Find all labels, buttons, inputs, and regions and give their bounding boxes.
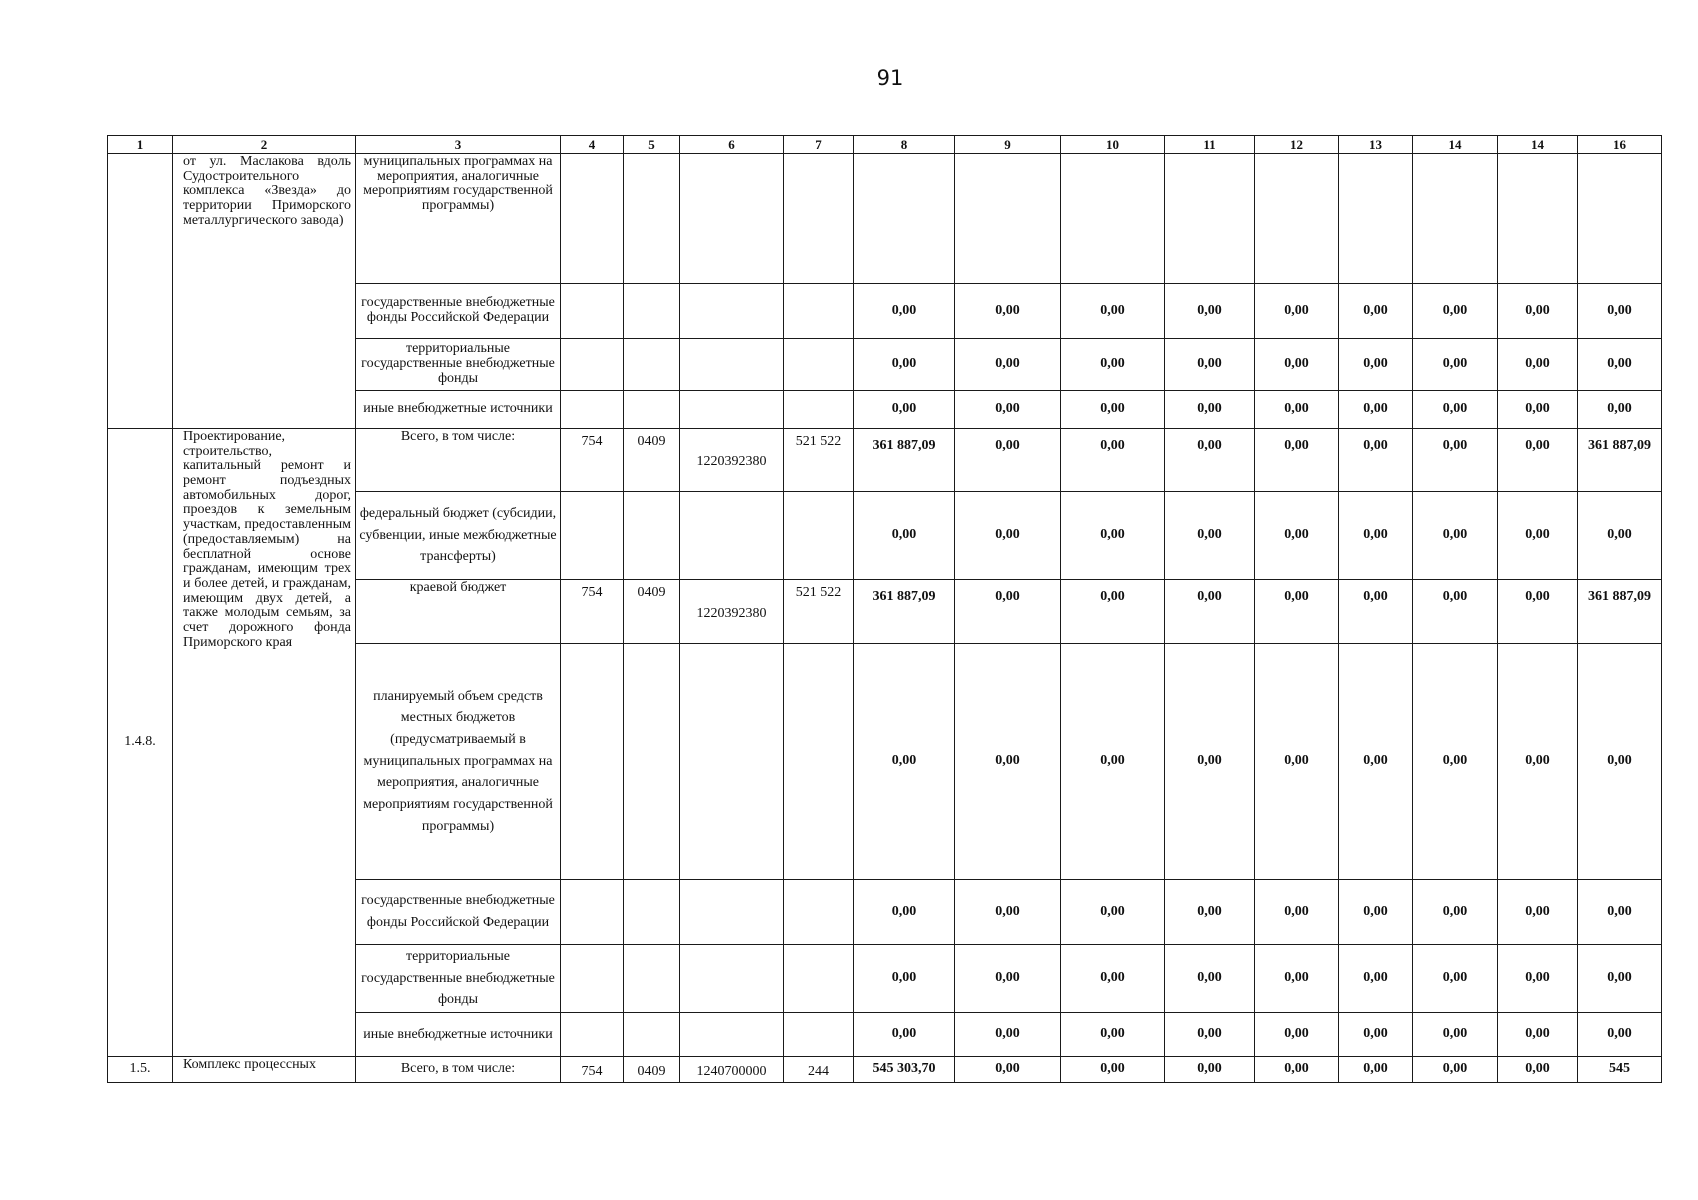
header-cell: 14 bbox=[1413, 136, 1498, 154]
value-cell: 0,00 bbox=[854, 644, 955, 880]
code-cell bbox=[784, 492, 854, 580]
value-cell: 0,00 bbox=[955, 391, 1061, 429]
value-cell: 0,00 bbox=[1165, 284, 1255, 339]
value-cell: 0,00 bbox=[1498, 492, 1578, 580]
value-cell bbox=[1339, 154, 1413, 284]
value-cell: 0,00 bbox=[1339, 1057, 1413, 1083]
value-cell: 361 887,09 bbox=[1578, 580, 1662, 644]
header-cell: 11 bbox=[1165, 136, 1255, 154]
value-cell: 0,00 bbox=[1061, 1013, 1165, 1057]
value-cell: 0,00 bbox=[854, 1013, 955, 1057]
value-cell bbox=[955, 154, 1061, 284]
value-cell: 0,00 bbox=[1578, 880, 1662, 945]
value-cell: 0,00 bbox=[1578, 391, 1662, 429]
value-cell: 0,00 bbox=[1255, 580, 1339, 644]
code-cell bbox=[784, 391, 854, 429]
value-cell: 0,00 bbox=[1165, 492, 1255, 580]
value-cell: 0,00 bbox=[955, 429, 1061, 492]
value-cell: 0,00 bbox=[1255, 284, 1339, 339]
source-cell: территориальные государственные внебюджетные фонды bbox=[356, 339, 561, 391]
code-cell: 244 bbox=[784, 1057, 854, 1083]
value-cell: 0,00 bbox=[1578, 644, 1662, 880]
value-cell: 0,00 bbox=[1339, 492, 1413, 580]
value-cell: 0,00 bbox=[1339, 339, 1413, 391]
value-cell: 0,00 bbox=[854, 945, 955, 1013]
code-cell bbox=[561, 154, 624, 284]
header-row bbox=[108, 136, 1662, 154]
value-cell: 361 887,09 bbox=[854, 429, 955, 492]
code-cell bbox=[624, 284, 680, 339]
code-cell: 521 522 bbox=[784, 429, 854, 492]
value-cell: 0,00 bbox=[854, 492, 955, 580]
value-cell bbox=[1255, 154, 1339, 284]
value-cell: 0,00 bbox=[1061, 644, 1165, 880]
value-cell: 0,00 bbox=[1061, 339, 1165, 391]
code-cell bbox=[624, 644, 680, 880]
value-cell: 0,00 bbox=[1255, 339, 1339, 391]
value-cell: 361 887,09 bbox=[1578, 429, 1662, 492]
value-cell: 0,00 bbox=[1061, 429, 1165, 492]
header-cell: 13 bbox=[1339, 136, 1413, 154]
value-cell bbox=[854, 154, 955, 284]
value-cell: 0,00 bbox=[1339, 391, 1413, 429]
code-cell: 1240700000 bbox=[680, 1057, 784, 1083]
value-cell: 0,00 bbox=[1498, 880, 1578, 945]
value-cell: 0,00 bbox=[1339, 284, 1413, 339]
source-cell: Всего, в том числе: bbox=[356, 1057, 561, 1083]
value-cell: 0,00 bbox=[955, 339, 1061, 391]
value-cell: 0,00 bbox=[1413, 880, 1498, 945]
activity-title: от ул. Маслакова вдоль Судостроительного комплекса «Звезда» до территории Приморского металлургического завода) bbox=[173, 154, 356, 429]
source-cell: территориальные государственные внебюджетные фонды bbox=[356, 945, 561, 1013]
header-cell: 10 bbox=[1061, 136, 1165, 154]
value-cell: 0,00 bbox=[1339, 429, 1413, 492]
header-cell: 3 bbox=[356, 136, 561, 154]
code-cell bbox=[624, 154, 680, 284]
code-cell: 754 bbox=[561, 429, 624, 492]
value-cell: 0,00 bbox=[854, 284, 955, 339]
value-cell: 0,00 bbox=[1255, 492, 1339, 580]
value-cell: 0,00 bbox=[1578, 339, 1662, 391]
value-cell: 0,00 bbox=[1413, 945, 1498, 1013]
value-cell: 0,00 bbox=[1413, 1013, 1498, 1057]
page-number: 91 bbox=[876, 66, 904, 90]
value-cell: 0,00 bbox=[854, 391, 955, 429]
value-cell: 0,00 bbox=[1061, 580, 1165, 644]
value-cell: 0,00 bbox=[1498, 1057, 1578, 1083]
value-cell bbox=[1498, 154, 1578, 284]
value-cell: 0,00 bbox=[955, 284, 1061, 339]
value-cell: 0,00 bbox=[955, 580, 1061, 644]
value-cell: 0,00 bbox=[1413, 391, 1498, 429]
header-cell: 8 bbox=[854, 136, 955, 154]
header-cell: 1 bbox=[108, 136, 173, 154]
value-cell: 0,00 bbox=[1339, 880, 1413, 945]
value-cell: 0,00 bbox=[1339, 945, 1413, 1013]
value-cell: 0,00 bbox=[955, 945, 1061, 1013]
value-cell: 0,00 bbox=[955, 644, 1061, 880]
value-cell: 0,00 bbox=[1578, 945, 1662, 1013]
value-cell: 0,00 bbox=[1339, 644, 1413, 880]
value-cell: 0,00 bbox=[1413, 1057, 1498, 1083]
code-cell: 754 bbox=[561, 580, 624, 644]
value-cell: 0,00 bbox=[1061, 945, 1165, 1013]
value-cell: 0,00 bbox=[1165, 429, 1255, 492]
source-cell: планируемый объем средств местных бюджетов (предусматриваемый в муниципальных программах на мероприятия, аналогичные мероприятиям государственной программы) bbox=[356, 644, 561, 880]
code-cell: 0409 bbox=[624, 429, 680, 492]
value-cell: 0,00 bbox=[1061, 880, 1165, 945]
value-cell: 0,00 bbox=[1339, 580, 1413, 644]
header-cell: 7 bbox=[784, 136, 854, 154]
value-cell: 0,00 bbox=[1165, 580, 1255, 644]
source-cell: иные внебюджетные источники bbox=[356, 1013, 561, 1057]
code-cell bbox=[561, 339, 624, 391]
value-cell: 0,00 bbox=[1498, 580, 1578, 644]
value-cell: 0,00 bbox=[1498, 429, 1578, 492]
value-cell: 0,00 bbox=[1061, 284, 1165, 339]
value-cell: 0,00 bbox=[955, 880, 1061, 945]
table-row bbox=[108, 1057, 1662, 1083]
value-cell: 0,00 bbox=[1498, 1013, 1578, 1057]
table-body bbox=[108, 154, 1662, 1083]
value-cell: 0,00 bbox=[1165, 644, 1255, 880]
code-cell bbox=[624, 880, 680, 945]
code-cell bbox=[784, 339, 854, 391]
value-cell: 0,00 bbox=[955, 1057, 1061, 1083]
table-row bbox=[108, 154, 1662, 284]
header-cell: 4 bbox=[561, 136, 624, 154]
code-cell bbox=[680, 880, 784, 945]
source-cell: государственные внебюджетные фонды Российской Федерации bbox=[356, 880, 561, 945]
row-number-cell: 1.5. bbox=[108, 1057, 173, 1083]
code-cell bbox=[680, 284, 784, 339]
value-cell: 0,00 bbox=[854, 339, 955, 391]
value-cell: 0,00 bbox=[1578, 284, 1662, 339]
value-cell: 0,00 bbox=[1165, 1057, 1255, 1083]
code-cell bbox=[784, 644, 854, 880]
value-cell: 0,00 bbox=[854, 880, 955, 945]
value-cell: 0,00 bbox=[1255, 644, 1339, 880]
value-cell: 0,00 bbox=[1255, 429, 1339, 492]
activity-title: Комплекс процессных bbox=[173, 1057, 356, 1083]
code-cell bbox=[624, 1013, 680, 1057]
source-cell: муниципальных программах на мероприятия, аналогичные мероприятиям государственной программы) bbox=[356, 154, 561, 284]
value-cell: 0,00 bbox=[1413, 644, 1498, 880]
header-cell: 6 bbox=[680, 136, 784, 154]
value-cell: 0,00 bbox=[1061, 492, 1165, 580]
value-cell: 361 887,09 bbox=[854, 580, 955, 644]
code-cell: 0409 bbox=[624, 1057, 680, 1083]
code-cell bbox=[784, 945, 854, 1013]
value-cell: 0,00 bbox=[1339, 1013, 1413, 1057]
value-cell: 0,00 bbox=[1498, 945, 1578, 1013]
code-cell bbox=[624, 945, 680, 1013]
value-cell: 0,00 bbox=[1255, 880, 1339, 945]
value-cell bbox=[1061, 154, 1165, 284]
value-cell: 0,00 bbox=[1413, 492, 1498, 580]
source-cell: государственные внебюджетные фонды Российской Федерации bbox=[356, 284, 561, 339]
table-row bbox=[108, 429, 1662, 492]
header-cell: 2 bbox=[173, 136, 356, 154]
code-cell bbox=[561, 284, 624, 339]
code-cell bbox=[680, 492, 784, 580]
activity-title: Проектирование, строительство, капитальный ремонт и ремонт подъездных автомобильных дорог, проездов к земельным участкам, предоставленным (предоставляемым) на бесплатной основе гражданам, имеющим трех и более детей, и гражданам, имеющим двух детей, а также молодым семьям, за счет дорожного фонда Приморского края bbox=[173, 429, 356, 1057]
value-cell: 0,00 bbox=[955, 1013, 1061, 1057]
code-cell bbox=[680, 339, 784, 391]
value-cell: 0,00 bbox=[1255, 1013, 1339, 1057]
value-cell: 0,00 bbox=[1578, 492, 1662, 580]
code-cell bbox=[561, 644, 624, 880]
budget-table bbox=[107, 135, 1662, 1083]
code-cell: 1220392380 bbox=[680, 580, 784, 644]
value-cell: 0,00 bbox=[1413, 580, 1498, 644]
header-cell: 12 bbox=[1255, 136, 1339, 154]
value-cell: 0,00 bbox=[1255, 1057, 1339, 1083]
code-cell bbox=[784, 1013, 854, 1057]
code-cell bbox=[784, 154, 854, 284]
code-cell bbox=[680, 945, 784, 1013]
code-cell: 0409 bbox=[624, 580, 680, 644]
code-cell bbox=[624, 391, 680, 429]
value-cell: 0,00 bbox=[1255, 391, 1339, 429]
value-cell: 0,00 bbox=[1413, 284, 1498, 339]
value-cell: 0,00 bbox=[1061, 391, 1165, 429]
value-cell: 0,00 bbox=[1413, 429, 1498, 492]
value-cell: 0,00 bbox=[955, 492, 1061, 580]
header-cell: 14 bbox=[1498, 136, 1578, 154]
code-cell bbox=[561, 880, 624, 945]
source-cell: Всего, в том числе: bbox=[356, 429, 561, 492]
code-cell bbox=[624, 339, 680, 391]
value-cell: 0,00 bbox=[1165, 880, 1255, 945]
source-cell: федеральный бюджет (субсидии, субвенции, иные межбюджетные трансферты) bbox=[356, 492, 561, 580]
code-cell bbox=[561, 945, 624, 1013]
value-cell bbox=[1413, 154, 1498, 284]
value-cell: 0,00 bbox=[1498, 339, 1578, 391]
code-cell bbox=[680, 1013, 784, 1057]
code-cell bbox=[680, 391, 784, 429]
code-cell: 521 522 bbox=[784, 580, 854, 644]
value-cell bbox=[1165, 154, 1255, 284]
code-cell bbox=[680, 154, 784, 284]
value-cell: 0,00 bbox=[1498, 284, 1578, 339]
code-cell: 1220392380 bbox=[680, 429, 784, 492]
value-cell: 545 303,70 bbox=[854, 1057, 955, 1083]
code-cell bbox=[784, 284, 854, 339]
code-cell bbox=[624, 492, 680, 580]
row-number-cell bbox=[108, 154, 173, 429]
code-cell bbox=[561, 492, 624, 580]
value-cell: 0,00 bbox=[1498, 644, 1578, 880]
header-cell: 9 bbox=[955, 136, 1061, 154]
source-cell: краевой бюджет bbox=[356, 580, 561, 644]
value-cell: 0,00 bbox=[1165, 339, 1255, 391]
code-cell: 754 bbox=[561, 1057, 624, 1083]
value-cell: 0,00 bbox=[1498, 391, 1578, 429]
code-cell bbox=[561, 391, 624, 429]
code-cell bbox=[680, 644, 784, 880]
value-cell: 0,00 bbox=[1165, 1013, 1255, 1057]
value-cell: 0,00 bbox=[1413, 339, 1498, 391]
header-cell: 5 bbox=[624, 136, 680, 154]
value-cell: 0,00 bbox=[1061, 1057, 1165, 1083]
value-cell: 545 bbox=[1578, 1057, 1662, 1083]
value-cell: 0,00 bbox=[1255, 945, 1339, 1013]
value-cell: 0,00 bbox=[1165, 391, 1255, 429]
source-cell: иные внебюджетные источники bbox=[356, 391, 561, 429]
row-number-cell: 1.4.8. bbox=[108, 429, 173, 1057]
value-cell: 0,00 bbox=[1578, 1013, 1662, 1057]
code-cell bbox=[561, 1013, 624, 1057]
value-cell bbox=[1578, 154, 1662, 284]
code-cell bbox=[784, 880, 854, 945]
header-cell: 16 bbox=[1578, 136, 1662, 154]
value-cell: 0,00 bbox=[1165, 945, 1255, 1013]
